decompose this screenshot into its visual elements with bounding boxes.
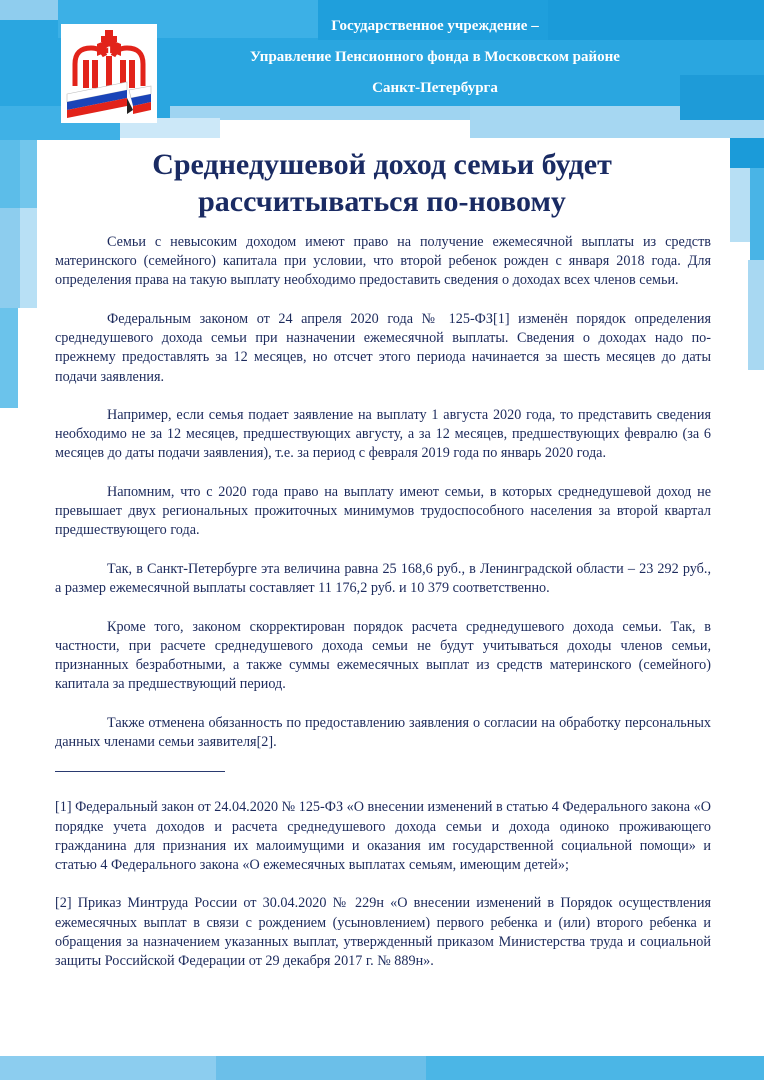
article-body	[55, 233, 711, 991]
footnote-1: [1] Федеральный закон от 24.04.2020 № 125-ФЗ «О внесении изменений в статью 4 Федерального закона «О порядке учета доходов и расчета среднедушевого дохода семьи и дохода одиноко проживающего гражданина для признания их малоимущими и оказания им государственной социальной помощи» и статью 4 Федерального закона «О ежемесячных выплатах семьям, имеющим детей»;	[55, 799, 711, 873]
left-edge-tile	[0, 208, 20, 308]
left-edge-tile	[20, 140, 37, 208]
pfr-logo	[61, 24, 157, 123]
paragraph: Семьи с невысоким доходом имеют право на получение ежемесячной выплаты из средств материнского (семейного) капитала при условии, что второй ребенок рожден с января 2018 года. Для определения права на такую выплату необходимо предоставить сведения о доходах всех членов семьи.	[55, 234, 711, 289]
footer-band-tile	[216, 1056, 426, 1080]
organization-header	[220, 12, 650, 105]
pfr-logo-icon	[61, 24, 157, 123]
right-edge-tile	[748, 260, 764, 370]
svg-text:1: 1	[105, 46, 113, 57]
article-title	[60, 146, 704, 220]
paragraph: Кроме того, законом скорректирован порядок расчета среднедушевого дохода семьи. Так, в частности, при расчете среднедушевого дохода семьи не будут учитываться доходы членов семьи, признанных безработными, а также суммы ежемесячных выплат из средств материнского (семейного) капитала за предшествующий период.	[55, 618, 711, 693]
paragraph: Так, в Санкт-Петербурге эта величина равна 25 168,6 руб., в Ленинградской области – 23 292 руб., а размер ежемесячной выплаты составляет 11 176,2 руб. и 10 379 соответственно.	[55, 560, 711, 597]
footnote-2: [2] Приказ Минтруда России от 30.04.2020 № 229н «О внесении изменений в Порядок осуществления ежемесячных выплат в связи с рождением (усыновлением) первого ребенка и (или) второго ребенка и обращения за назначением указанных выплат, утвержденный приказом Министерства труда и социальной защиты Российской Федерации от 29 декабря 2017 г. № 889н».	[55, 895, 711, 970]
right-edge-tile	[730, 138, 764, 168]
paragraph: Например, если семья подает заявление на выплату 1 августа 2020 года, то представить сведения необходимо не за 12 месяцев, предшествующих августу, а за 12 месяцев, предшествующих февралю (за 6 месяцев до даты подачи заявления), т.е. за период с февраля 2019 года по январь 2020 года.	[55, 407, 711, 462]
footer-band-tile	[426, 1056, 764, 1080]
paragraph: Также отменена обязанность по предоставлению заявления о согласии на обработку персональных данных членами семьи заявителя[2].	[55, 714, 711, 750]
title-line: рассчитываться по-новому	[198, 185, 566, 218]
paragraph: Напомним, что с 2020 года право на выплату имеют семьи, в которых среднедушевой доход не превышает двух региональных прожиточных минимумов трудоспособного населения за второй квартал предшествующего года.	[55, 483, 711, 539]
org-line: Государственное учреждение –	[331, 18, 539, 34]
org-line: Санкт-Петербурга	[372, 80, 498, 96]
left-edge-tile	[20, 208, 37, 308]
header-tile	[680, 75, 764, 120]
left-edge-tile	[0, 308, 18, 408]
header-tile	[0, 0, 58, 20]
org-line: Управление Пенсионного фонда в Московском районе	[250, 49, 620, 65]
right-edge-tile	[730, 168, 750, 242]
paragraph: Федеральным законом от 24 апреля 2020 года № 125-ФЗ[1] изменён порядок определения среднедушевого дохода семьи при назначении ежемесячной выплаты. Сведения о доходах надо по-прежнему предоставлять за 12 месяцев, но отсчет этого периода начинается за шесть месяцев до даты подачи заявления.	[55, 310, 711, 385]
footer-band-tile	[0, 1056, 216, 1080]
right-edge-tile	[750, 168, 764, 260]
title-line: Среднедушевой доход семьи будет	[152, 148, 612, 181]
footnote-divider	[55, 771, 225, 772]
